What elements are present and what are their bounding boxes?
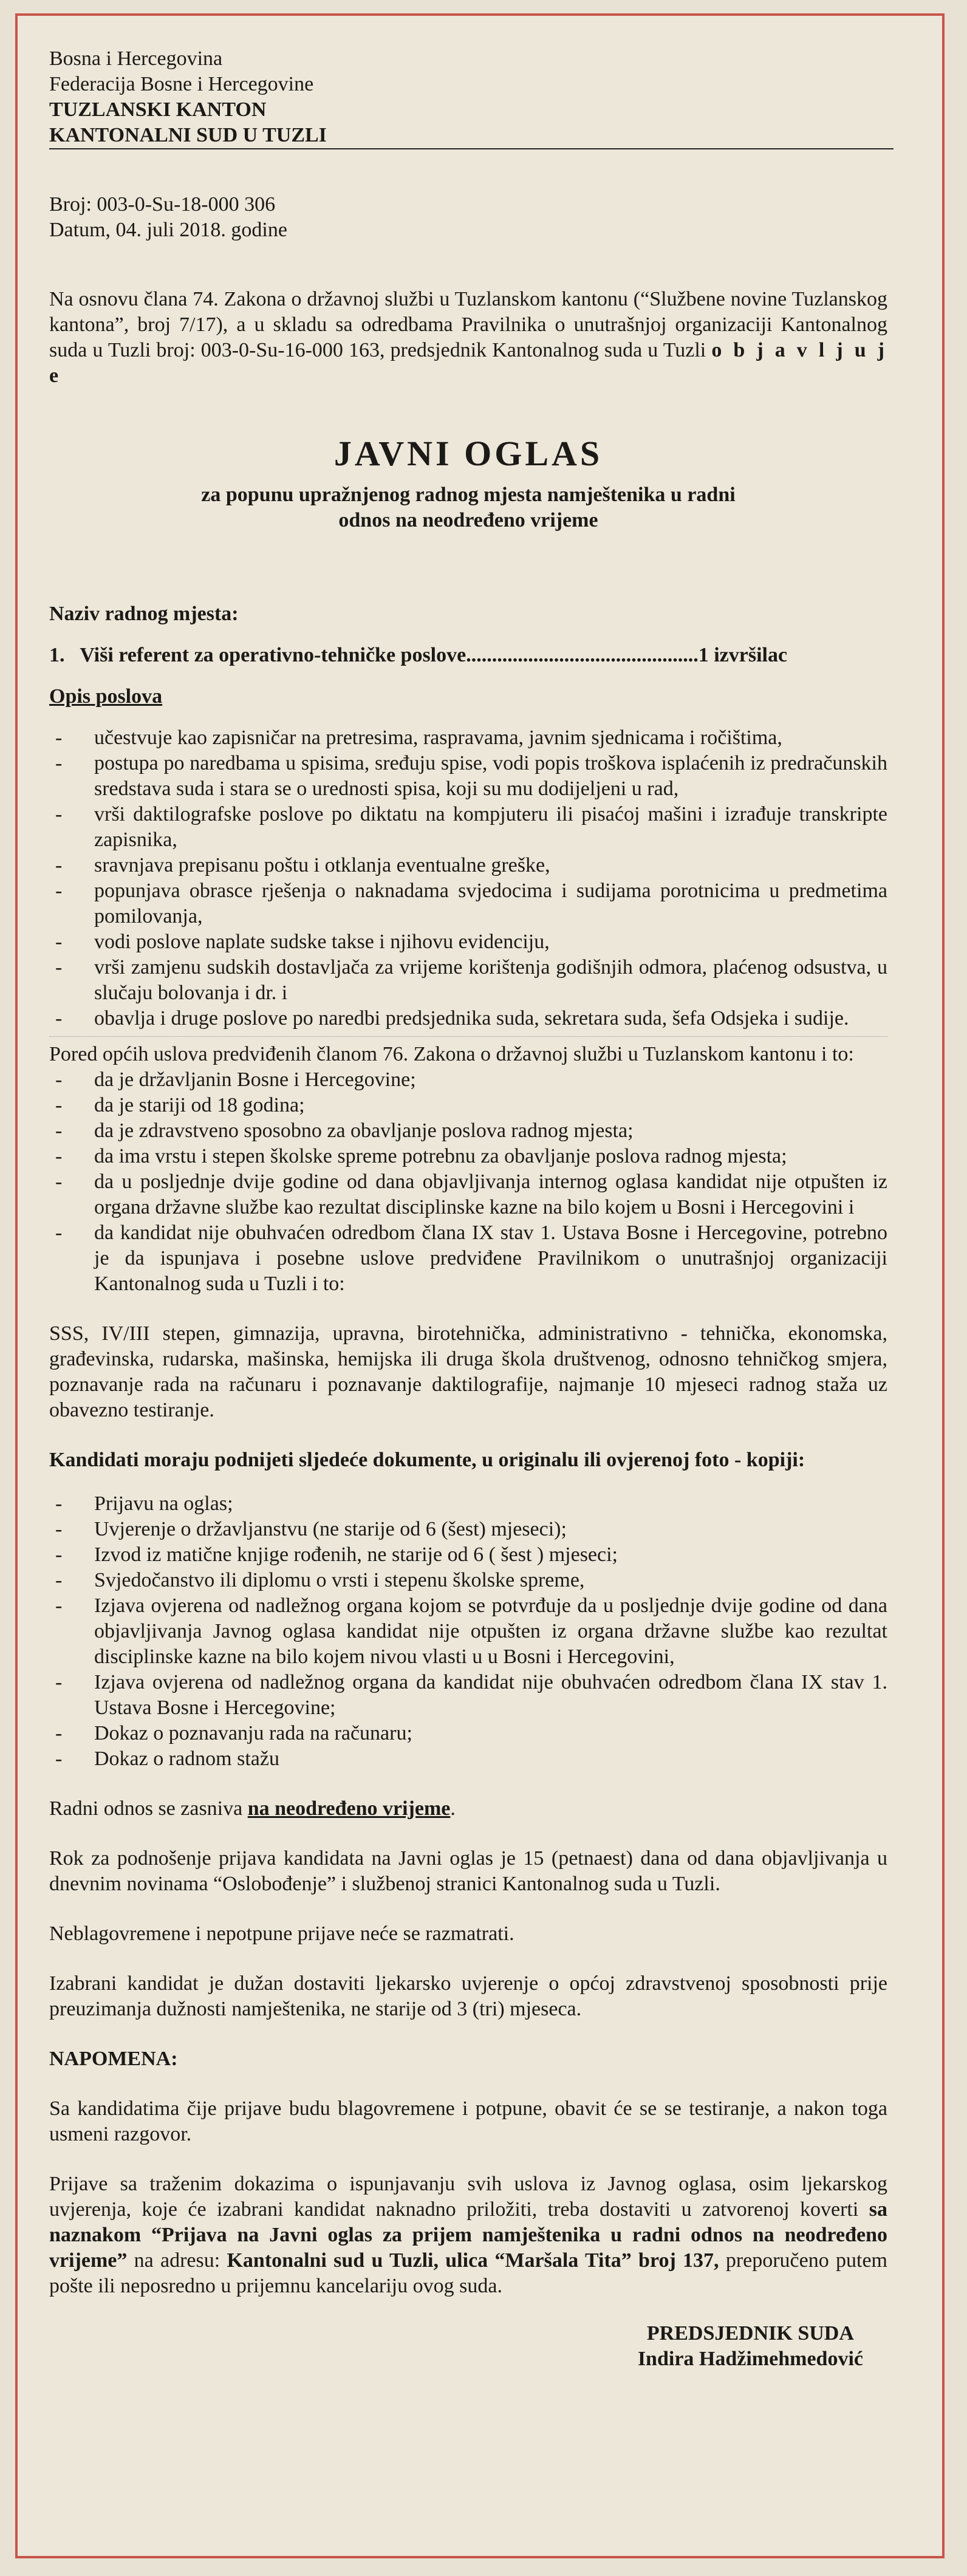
duty-item: - vodi poslove naplate sudske takse i njihovu evidenciju,: [49, 929, 887, 955]
documents-label: Kandidati moraju podnijeti sljedeće dokumente, u originalu ili ovjerenoj foto - kopiji:: [49, 1449, 805, 1471]
signature-block: [49, 2321, 887, 2372]
condition-item: - da ima vrstu i stepen školske spreme potrebnu za obavljanje poslova radnog mjesta;: [49, 1144, 887, 1169]
document-item: - Izvod iz matične knjige rođenih, ne starije od 6 ( šest ) mjeseci;: [49, 1542, 887, 1568]
signature-name: Indira Hadžimehmedović: [637, 2348, 863, 2370]
education-requirements: SSS, IV/III stepen, gimnazija, upravna, birotehnička, administrativno - tehnička, ekonomska, građevinska, rudarska, mašinska, hemijska ili druga škola društvenog, odnosno tehničkog smjera, poznavanje rada na računaru i poznavanje daktilografije, najmanje 10 mjeseci radnog staža uz obavezno testiranje.: [49, 1322, 887, 1421]
employment-type-prefix: Radni odnos se zasniva: [49, 1797, 248, 1820]
note-label: NAPOMENA:: [49, 2048, 178, 2070]
submission-part-3: na adresu:: [127, 2249, 227, 2272]
condition-item: - da je zdravstveno sposobno za obavljanje poslova radnog mjesta;: [49, 1118, 887, 1144]
duties-list: [49, 725, 887, 1031]
intro-text: Na osnovu člana 74. Zakona o državnoj službi u Tuzlanskom kantonu (“Službene novine Tuzlanskog kantona”, broj 7/17), a u skladu sa odredbama Pravilnika o unutrašnjoj organizaciji Kantonalnog suda u Tuzli broj: 003-0-Su-16-000 163, predsjednik Kantonalnog suda u Tuzli: [49, 288, 887, 361]
submission-label-bold: sa naznakom “Prijava na Javni oglas za prijem namještenika u radni odnos na neodređeno vrijeme”: [49, 2198, 887, 2272]
position-line: 1. Viši referent za operativno-tehničke poslove.............................................1 izvršilac: [49, 644, 788, 666]
section-divider: [49, 1036, 887, 1037]
document-item: - Dokaz o poznavanju rada na računaru;: [49, 1721, 887, 1746]
duties-label: Opis poslova: [49, 685, 163, 708]
condition-item: - da u posljednje dvije godine od dana objavljivanja internog oglasa kandidat nije otpušten iz organa državne službe kao rezultat disciplinske kazne na bilo kojem u Bosni i Hercegovini i: [49, 1169, 887, 1220]
notice-subtitle-1: za popunu upražnjenog radnog mjesta namještenika u radni: [201, 483, 736, 506]
header-court: KANTONALNI SUD U TUZLI: [49, 124, 327, 146]
employment-type: [49, 1796, 887, 1822]
duty-item: - vrši zamjenu sudskih dostavljača za vrijeme korištenja godišnjih odmora, plaćenog odsustva, u slučaju bolovanja i dr. i: [49, 955, 887, 1006]
employment-type-suffix: .: [450, 1797, 456, 1820]
header-canton: TUZLANSKI KANTON: [49, 98, 267, 121]
incomplete-notice: Neblagovremene i nepotpune prijave neće se razmatrati.: [49, 1922, 514, 1945]
duty-item: - vrši daktilografske poslove po diktatu na kompjuteru ili pisaćoj mašini i izrađuje transkripte zapisnika,: [49, 802, 887, 853]
header-federation: Federacija Bosne i Hercegovine: [49, 73, 314, 95]
conditions-intro: Pored općih uslova predviđenih članom 76. Zakona o državnoj službi u Tuzlanskom kantonu i to:: [49, 1043, 854, 1065]
condition-item: - da je stariji od 18 godina;: [49, 1093, 887, 1118]
position-name-label: Naziv radnog mjesta:: [49, 603, 239, 625]
submission-address-bold: Kantonalni sud u Tuzli, ulica “Maršala Tita” broj 137,: [227, 2249, 719, 2272]
conditions-list: [49, 1067, 887, 1297]
document-item: - Uvjerenje o državljanstvu (ne starije od 6 (šest) mjeseci);: [49, 1517, 887, 1542]
submission-paragraph: [49, 2171, 887, 2299]
documents-list: [49, 1491, 887, 1772]
submission-part-5: preporučeno putem pošte ili neposredno u prijemnu kancelariju ovog suda.: [49, 2249, 887, 2297]
notice-title: JAVNI OGLAS: [333, 434, 603, 473]
notice-subtitle-2: odnos na neodređeno vrijeme: [338, 509, 598, 531]
note-text: Sa kandidatima čije prijave budu blagovremene i potpune, obavit će se se testiranje, a nakon toga usmeni razgovor.: [49, 2097, 887, 2145]
duty-item: - sravnjava prepisanu poštu i otklanja eventualne greške,: [49, 853, 887, 878]
reference-date: Datum, 04. juli 2018. godine: [49, 219, 287, 241]
duty-item: - učestvuje kao zapisničar na pretresima, raspravama, javnim sjednicama i ročištima,: [49, 725, 887, 751]
condition-item: - da je državljanin Bosne i Hercegovine;: [49, 1067, 887, 1093]
document-item: - Izjava ovjerena od nadležnog organa kojom se potvrđuje da u posljednje dvije godine od dana objavljivanja Javnog oglasa kandidat nije otpušten iz organa državne službe kao rezultat disciplinske kazne na bilo kojem nivou vlasti u u Bosni i Hercegovini,: [49, 1593, 887, 1670]
deadline-paragraph: Rok za podnošenje prijava kandidata na Javni oglas je 15 (petnaest) dana od dana objavljivanja u dnevnim novinama “Oslobođenje” i službenoj stranici Kantonalnog suda u Tuzli.: [49, 1847, 887, 1895]
condition-item: - da kandidat nije obuhvaćen odredbom člana IX stav 1. Ustava Bosne i Hercegovine, potrebno je da ispunjava i posebne uslove predviđene Pravilnikom o unutrašnjoj organizaciji Kantonalnog suda u Tuzli i to:: [49, 1220, 887, 1297]
intro-keyword: o b j a v l j u j e: [49, 339, 888, 387]
employment-type-emphasis: na neodređeno vrijeme: [247, 1797, 451, 1820]
notice-page: [15, 13, 945, 2558]
signature-title: PREDSJEDNIK SUDA: [646, 2322, 854, 2345]
duty-item: - obavlja i druge poslove po naredbi predsjednika suda, sekretara suda, šefa Odsjeka i sudije.: [49, 1006, 887, 1031]
duty-item: - popunjava obrasce rješenja o naknadama svjedocima i sudijama porotnicima u predmetima pomilovanja,: [49, 878, 887, 929]
document-item: - Izjava ovjerena od nadležnog organa da kandidat nije obuhvaćen odredbom člana IX stav 1. Ustava Bosne i Hercegovine;: [49, 1670, 887, 1721]
intro-paragraph: [49, 287, 887, 389]
header-country: Bosna i Hercegovina: [49, 47, 223, 70]
notice-content: [49, 46, 887, 2372]
medical-certificate-paragraph: Izabrani kandidat je dužan dostaviti ljekarsko uvjerenje o općoj zdravstvenoj sposobnosti prije preuzimanja dužnosti namještenika, ne starije od 3 (tri) mjeseca.: [49, 1972, 887, 2020]
court-header: [49, 46, 887, 149]
document-item: - Dokaz o radnom stažu: [49, 1746, 887, 1772]
submission-part-1: Prijave sa traženim dokazima o ispunjavanju svih uslova iz Javnog oglasa, osim ljekarskog uvjerenja, koje će izabrani kandidat naknadno priložiti, treba dostaviti u zatvorenoj koverti: [49, 2173, 887, 2221]
document-item: - Prijavu na oglas;: [49, 1491, 887, 1517]
reference-number: Broj: 003-0-Su-18-000 306: [49, 193, 276, 216]
duty-item: - postupa po naredbama u spisima, sređuju spise, vodi popis troškova isplaćenih iz predračunskih sredstava suda i stara se o urednosti spisa, koji su mu dodijeljeni u rad,: [49, 751, 887, 802]
document-item: - Svjedočanstvo ili diplomu o vrsti i stepenu školske spreme,: [49, 1568, 887, 1593]
